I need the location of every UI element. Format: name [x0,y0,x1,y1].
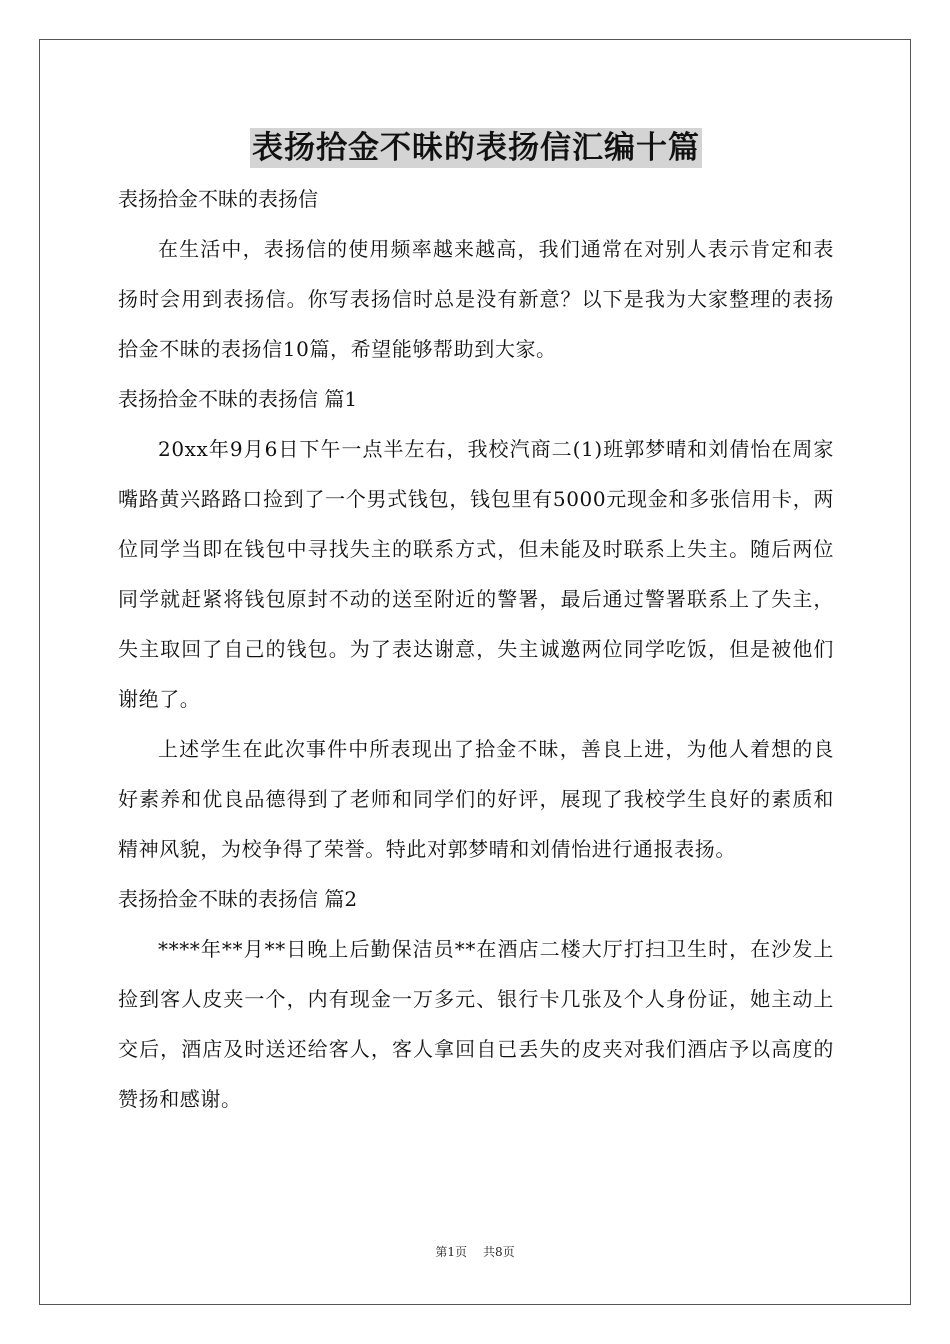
page-number: 第1页 [435,1245,467,1259]
section-heading-intro: 表扬拾金不昧的表扬信 [118,187,318,211]
document-body [118,120,834,1124]
section-heading-2: 表扬拾金不昧的表扬信 篇2 [118,887,358,911]
section-heading-1: 表扬拾金不昧的表扬信 篇1 [118,387,358,411]
document-title: 表扬拾金不昧的表扬信汇编十篇 [252,129,700,166]
page-total: 共8页 [483,1245,515,1259]
paragraph-2a: ****年**月**日晚上后勤保洁员**在酒店二楼大厅打扫卫生时，在沙发上捡到客人皮夹一个，内有现金一万多元、银行卡几张及个人身份证，她主动上交后，酒店及时送还给客人，客人拿回自已丢失的皮夹对我们酒店予以高度的赞扬和感谢。 [118,937,834,1111]
title-wrap [118,120,834,174]
paragraph-intro: 在生活中，表扬信的使用频率越来越高，我们通常在对别人表示肯定和表扬时会用到表扬信。你写表扬信时总是没有新意？以下是我为大家整理的表扬拾金不昧的表扬信10篇，希望能够帮助到大家。 [118,237,834,361]
paragraph-1a: 20xx年9月6日下午一点半左右，我校汽商二(1)班郭梦晴和刘倩怡在周家嘴路黄兴路路口捡到了一个男式钱包，钱包里有5000元现金和多张信用卡，两位同学当即在钱包中寻找失主的联系方式，但未能及时联系上失主。随后两位同学就赶紧将钱包原封不动的送至附近的警署，最后通过警署联系上了失主，失主取回了自己的钱包。为了表达谢意，失主诚邀两位同学吃饭，但是被他们谢绝了。 [118,437,834,711]
page-footer [0,1244,950,1260]
paragraph-1b: 上述学生在此次事件中所表现出了拾金不昧，善良上进，为他人着想的良好素养和优良品德得到了老师和同学们的好评，展现了我校学生良好的素质和精神风貌，为校争得了荣誉。特此对郭梦晴和刘倩怡进行通报表扬。 [118,737,834,861]
